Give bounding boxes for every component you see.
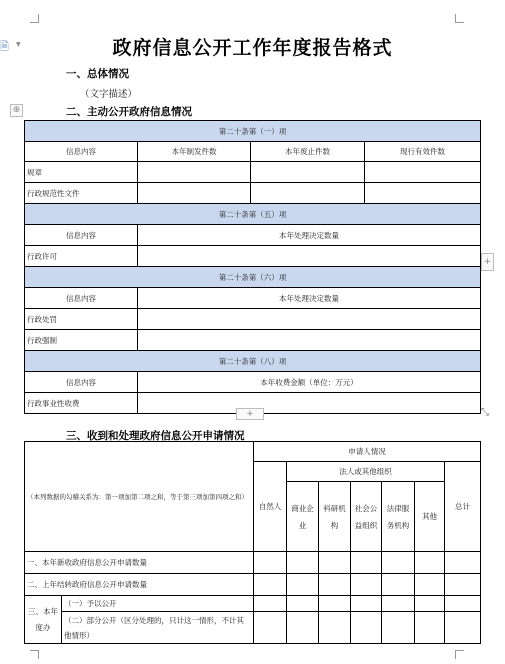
table-cell[interactable] — [138, 330, 481, 351]
table-cell[interactable] — [382, 552, 415, 574]
col-header: 信息内容 — [25, 142, 138, 162]
col-header: 信息内容 — [25, 288, 138, 309]
row-label: 行政事业性收费 — [25, 393, 138, 414]
table-cell[interactable] — [445, 574, 481, 596]
row-label: 行政强制 — [25, 330, 138, 351]
art8-title: 第二十条第（八）项 — [25, 351, 481, 372]
table-cell[interactable] — [138, 162, 251, 183]
table-cell[interactable] — [254, 612, 287, 644]
table-cell[interactable] — [287, 596, 319, 612]
table-resize-handle[interactable]: ⤡ — [481, 407, 489, 418]
applicant-header: 申请人情况 — [254, 442, 481, 462]
table-cell[interactable] — [138, 309, 481, 330]
table-cell[interactable] — [319, 552, 351, 574]
section3-heading: 三、收到和处理政府信息公开申请情况 — [66, 430, 245, 442]
crop-mark-top-right — [455, 14, 464, 23]
row-label: 二、上年结转政府信息公开申请数量 — [25, 574, 254, 596]
col-header: 信息内容 — [25, 372, 138, 393]
table-cell[interactable] — [445, 552, 481, 574]
table-row — [25, 612, 481, 644]
table-cell[interactable] — [319, 596, 351, 612]
legal-col-header: 商业企业 — [287, 482, 319, 552]
table-cell[interactable] — [287, 552, 319, 574]
add-column-button[interactable]: + — [481, 253, 494, 271]
table-row — [25, 309, 481, 330]
table-cell[interactable] — [365, 183, 481, 204]
table-cell[interactable] — [351, 596, 382, 612]
top-left-note: （本列数据的勾稽关系为：第一项加第二项之和，等于第三项加第四项之和） — [25, 442, 254, 552]
table-cell[interactable] — [415, 552, 445, 574]
table-cell[interactable] — [254, 596, 287, 612]
application-table — [24, 441, 481, 644]
table-cell[interactable] — [382, 574, 415, 596]
col-header: 本年处理决定数量 — [138, 225, 481, 246]
section1-note: （文字描述） — [80, 89, 138, 100]
table-cell[interactable] — [445, 596, 481, 612]
add-row-button[interactable]: + — [236, 408, 264, 420]
art1-header-row — [25, 121, 481, 142]
table-cell[interactable] — [415, 596, 445, 612]
document-title: 政府信息公开工作年度报告格式 — [112, 37, 393, 59]
table-cell[interactable] — [319, 612, 351, 644]
table-row — [25, 162, 481, 183]
table-move-handle[interactable]: ⊕ — [10, 104, 23, 117]
natural-person-header: 自然人 — [254, 462, 287, 552]
table-cell[interactable] — [445, 612, 481, 644]
table-row — [25, 246, 481, 267]
col-header: 现行有效件数 — [365, 142, 481, 162]
art5-header-row — [25, 204, 481, 225]
table-cell[interactable] — [351, 574, 382, 596]
table-cell[interactable] — [415, 612, 445, 644]
table-cell[interactable] — [351, 612, 382, 644]
table-cell[interactable] — [287, 574, 319, 596]
table-cell[interactable] — [319, 574, 351, 596]
art8-cols-row — [25, 372, 481, 393]
crop-mark-top-left — [30, 14, 39, 23]
table-cell[interactable] — [382, 596, 415, 612]
total-header: 总计 — [445, 462, 481, 552]
row-label: 行政处罚 — [25, 309, 138, 330]
row-label: 行政许可 — [25, 246, 138, 267]
col-header: 本年废止件数 — [251, 142, 365, 162]
row3-label: 三、本年度办 — [25, 596, 62, 644]
table-cell[interactable] — [138, 393, 481, 414]
table-cell[interactable] — [254, 552, 287, 574]
art6-title: 第二十条第（六）项 — [25, 267, 481, 288]
table-cell[interactable] — [365, 162, 481, 183]
table-row — [25, 183, 481, 204]
active-disclosure-table — [24, 120, 481, 414]
row-label: 行政规范性文件 — [25, 183, 138, 204]
crop-mark-bottom-right — [455, 650, 464, 659]
table-cell[interactable] — [382, 612, 415, 644]
row-label: 规章 — [25, 162, 138, 183]
row-label: （一）予以公开 — [62, 596, 254, 612]
legal-header: 法人或其他组织 — [287, 462, 445, 482]
col-header: 本年制发件数 — [138, 142, 251, 162]
table-cell[interactable] — [138, 183, 251, 204]
art5-cols-row — [25, 225, 481, 246]
table-row — [25, 574, 481, 596]
row-label: 一、本年新收政府信息公开申请数量 — [25, 552, 254, 574]
section2-heading: 二、主动公开政府信息情况 — [66, 106, 192, 118]
table-row — [25, 552, 481, 574]
crop-mark-bottom-left — [30, 650, 39, 659]
art5-title: 第二十条第（五）项 — [25, 204, 481, 225]
legal-col-header: 科研机构 — [319, 482, 351, 552]
table-row — [25, 596, 481, 612]
legal-col-header: 其他 — [415, 482, 445, 552]
table-cell[interactable] — [415, 574, 445, 596]
art1-cols-row — [25, 142, 481, 162]
section1-heading: 一、总体情况 — [66, 68, 129, 80]
art8-header-row — [25, 351, 481, 372]
art6-header-row — [25, 267, 481, 288]
table-cell[interactable] — [351, 552, 382, 574]
art6-cols-row — [25, 288, 481, 309]
legal-col-header: 法律服务机构 — [382, 482, 415, 552]
legal-col-header: 社会公益组织 — [351, 482, 382, 552]
art1-title: 第二十条第（一）项 — [25, 121, 481, 142]
row-label: （二）部分公开（区分处理的，只计这一情形，不计其他情形） — [62, 612, 254, 644]
col-header: 本年处理决定数量 — [138, 288, 481, 309]
table-row — [25, 330, 481, 351]
table-cell[interactable] — [251, 183, 365, 204]
table-cell[interactable] — [251, 162, 365, 183]
chevron-down-icon[interactable]: ▼ — [16, 41, 21, 48]
col-header: 本年收费金额（单位：万元） — [138, 372, 481, 393]
table-cell[interactable] — [138, 246, 481, 267]
page-icon[interactable]: 🗎 — [0, 40, 9, 53]
table-cell[interactable] — [254, 574, 287, 596]
col-header: 信息内容 — [25, 225, 138, 246]
table-cell[interactable] — [287, 612, 319, 644]
